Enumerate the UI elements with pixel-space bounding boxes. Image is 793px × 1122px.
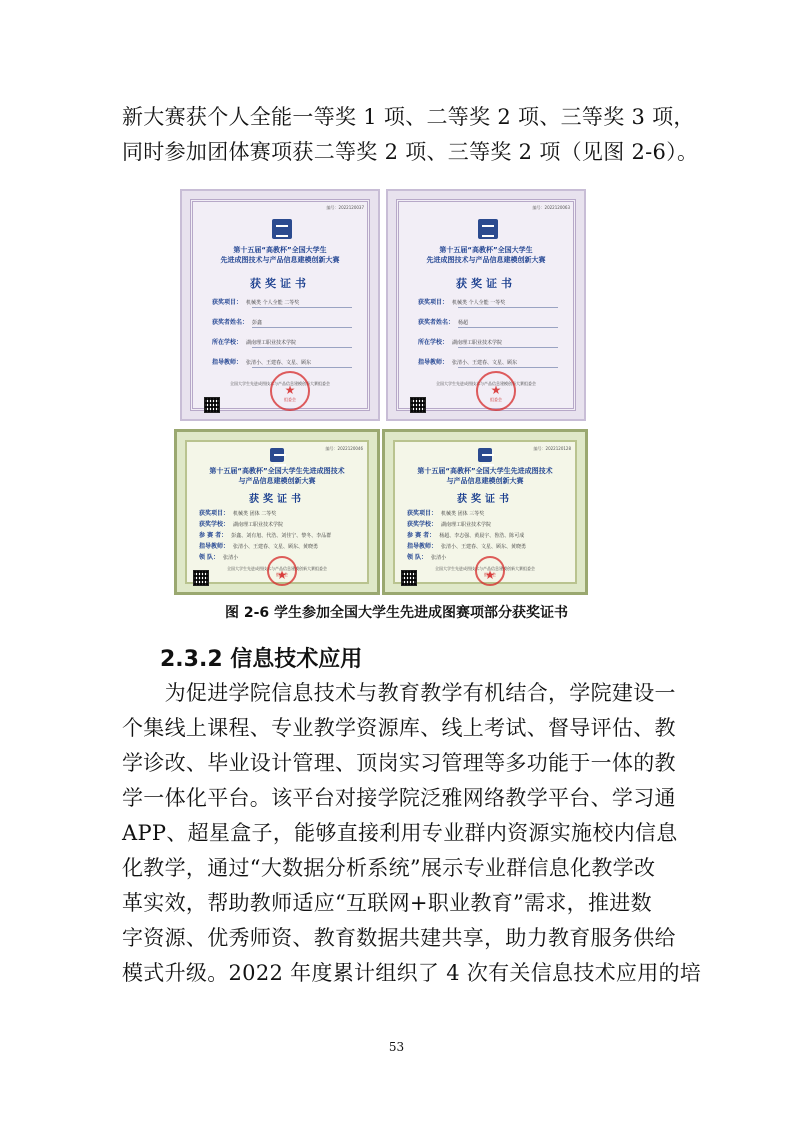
certificate-field: 获奖项目： 机械类 个人全能 二等奖 — [212, 299, 300, 306]
certificate-field: 所在学校： 湖南理工职业技术学院 — [212, 339, 297, 346]
certificate-4 — [382, 429, 588, 595]
certificate-field: 获奖者姓名： 彭鑫 — [212, 319, 263, 326]
certificate-title-line1: 第十五届“高教杯”全国大学生先进成图技术 — [209, 467, 345, 475]
red-seal-stamp: 组委会 ★ — [270, 371, 310, 411]
certificate-award-title: 获奖证书 — [456, 277, 516, 290]
paragraph-line: 个集线上课程、专业教学资源库、线上考试、督导评估、教 — [122, 716, 676, 740]
paragraph-line: 学一体化平台。该平台对接学院泛雅网络教学平台、学习通 — [122, 786, 676, 810]
paragraph-line: 字资源、优秀师资、教育数据共建共享，助力教育服务供给 — [122, 926, 676, 950]
contest-logo-icon — [478, 448, 492, 462]
certificate-title-line2: 先进成图技术与产品信息建模创新大赛 — [426, 256, 546, 264]
qr-code-icon — [401, 570, 417, 586]
certificate-title-line2: 先进成图技术与产品信息建模创新大赛 — [220, 256, 340, 264]
red-seal-stamp: 组委会 ★ — [475, 556, 505, 586]
paragraph-line: 化教学，通过“大数据分析系统”展示专业群信息化教学改 — [122, 856, 656, 880]
certificate-field: 所在学校： 湖南理工职业技术学院 — [418, 339, 503, 346]
certificate-field: 获奖项目： 机械类 个人全能 一等奖 — [418, 299, 506, 306]
certificate-field: 获奖者姓名： 杨超 — [418, 319, 469, 326]
certificate-issuer: 全国大学生先进成图技术与产品信息建模创新大赛组委会 — [435, 566, 535, 571]
certificate-issuer: 全国大学生先进成图技术与产品信息建模创新大赛组委会 — [227, 566, 327, 571]
figure-caption: 图 2-6 学生参加全国大学生先进成图赛项部分获奖证书 — [224, 605, 569, 621]
contest-logo-icon — [478, 219, 498, 239]
paragraph-line: 模式升级。2022 年度累计组织了 4 次有关信息技术应用的培 — [122, 961, 702, 985]
paragraph-line: 学诊改、毕业设计管理、顶岗实习管理等多功能于一体的教 — [122, 751, 676, 775]
certificate-field: 获奖学校： 湖南理工职业技术学院 — [407, 521, 492, 528]
certificate-serial: 编号：2022120046 — [325, 446, 363, 451]
intro-line-1: 新大赛获个人全能一等奖 1 项、二等奖 2 项、三等奖 3 项， — [122, 105, 695, 129]
qr-code-icon — [410, 397, 426, 413]
contest-logo-icon — [272, 219, 292, 239]
certificate-issuer: 全国大学生先进成图技术与产品信息建模创新大赛组委会 — [230, 381, 330, 386]
page-number: 53 — [388, 1040, 405, 1054]
certificate-award-title: 获奖证书 — [249, 494, 305, 505]
certificate-field: 领 队： 张清小 — [199, 554, 239, 561]
certificates-figure — [174, 189, 588, 595]
certificate-serial: 编号：2022120037 — [326, 205, 364, 210]
certificate-field: 指导教师： 张清小、王建春、文星、顾东、黄晓勇 — [407, 543, 527, 550]
certificate-field: 获奖项目： 机械类 团体 二等奖 — [199, 510, 277, 517]
intro-line-2: 同时参加团体赛项获二等奖 2 项、三等奖 2 项（见图 2-6）。 — [122, 140, 699, 164]
certificate-field: 指导教师： 张清小、王建春、文星、顾东 — [212, 359, 312, 366]
section-paragraph — [122, 676, 702, 991]
certificate-title-line2: 与产品信息建模创新大赛 — [238, 477, 316, 485]
certificate-2 — [386, 189, 586, 421]
qr-code-icon — [204, 397, 220, 413]
certificate-field: 获奖学校： 湖南理工职业技术学院 — [199, 521, 284, 528]
certificate-title-line1: 第十五届“高教杯”全国大学生 — [439, 246, 533, 254]
certificate-serial: 编号：2022120063 — [532, 205, 570, 210]
certificate-field: 获奖项目： 机械类 团体 三等奖 — [407, 510, 485, 517]
certificate-award-title: 获奖证书 — [250, 277, 310, 290]
certificate-field: 领 队： 张清小 — [407, 554, 447, 561]
certificate-issuer: 全国大学生先进成图技术与产品信息建模创新大赛组委会 — [436, 381, 536, 386]
certificate-title-line1: 第十五届“高教杯”全国大学生 — [233, 246, 327, 254]
red-seal-stamp: 组委会 ★ — [267, 556, 297, 586]
qr-code-icon — [193, 570, 209, 586]
paragraph-line: APP、超星盒子，能够直接利用专业群内资源实施校内信息 — [122, 821, 678, 845]
certificate-field: 参 赛 者： 彭鑫、刘有旭、代浩、刘佳宁、黎冬、李品群 — [199, 532, 332, 539]
paragraph-line: 革实效，帮助教师适应“互联网+职业教育”需求，推进数 — [122, 891, 652, 915]
certificate-title-line1: 第十五届“高教杯”全国大学生先进成图技术 — [417, 467, 553, 475]
certificate-3 — [174, 429, 380, 595]
certificate-field: 指导教师： 张清小、王建春、文星、顾东 — [418, 359, 518, 366]
intro-paragraph — [122, 100, 699, 170]
certificate-award-title: 获奖证书 — [457, 494, 513, 505]
certificate-serial: 编号：2022120128 — [533, 446, 571, 451]
certificate-field: 指导教师： 张清小、王建春、文星、顾东、黄晓勇 — [199, 543, 319, 550]
certificate-field: 参 赛 者： 杨超、李志强、黄晨宇、鲁浩、陈可成 — [407, 532, 525, 539]
certificate-1 — [180, 189, 380, 421]
red-seal-stamp: 组委会 ★ — [476, 371, 516, 411]
paragraph-line: 为促进学院信息技术与教育教学有机结合，学院建设一 — [122, 681, 676, 705]
contest-logo-icon — [270, 448, 284, 462]
certificate-title-line2: 与产品信息建模创新大赛 — [446, 477, 524, 485]
section-heading: 2.3.2 信息技术应用 — [160, 647, 363, 672]
